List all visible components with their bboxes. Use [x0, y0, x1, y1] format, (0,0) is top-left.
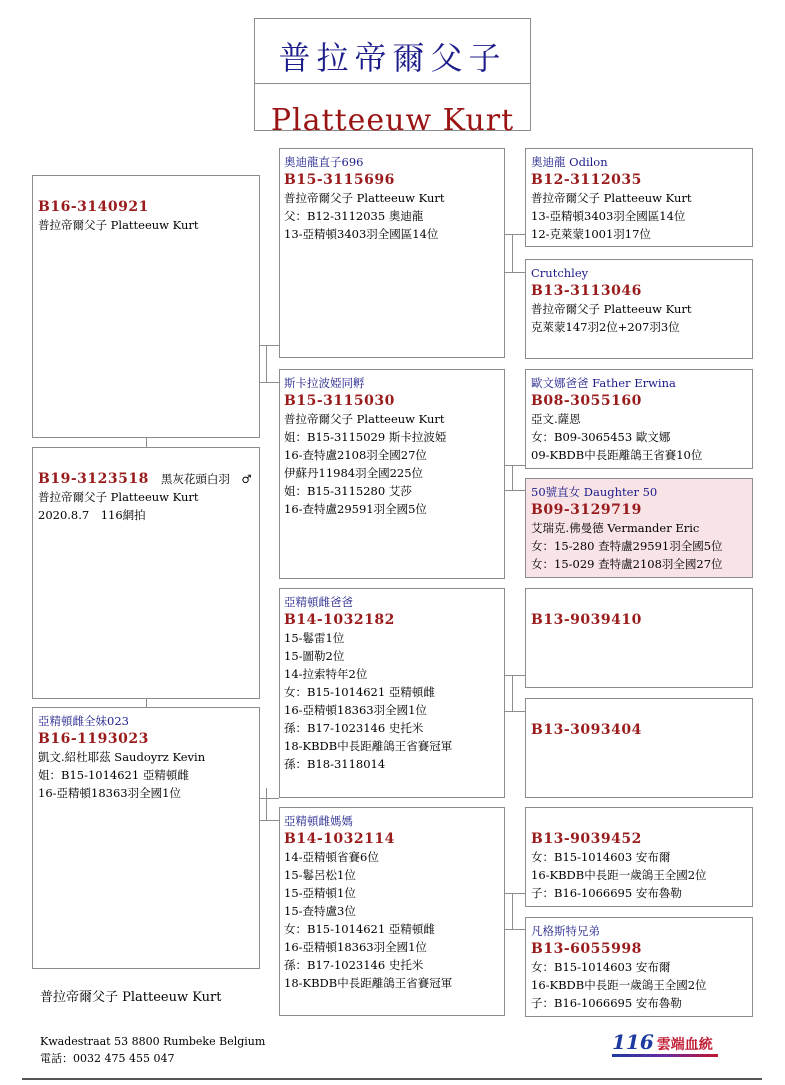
breeder-name: 普拉帝爾父子 Platteeuw Kurt	[40, 990, 222, 1005]
info-line: 18-KBDB中長距離鴿王省賽冠軍	[284, 976, 453, 990]
bird-name: 亞精頓雌全妹023	[38, 714, 129, 728]
subject-ring: B19-3123518	[38, 471, 149, 487]
bird-name: 奧迪龍 Odilon	[531, 155, 608, 169]
site-logo[interactable]	[612, 1030, 713, 1056]
info-line: 女：15-280 查特盧29591羽全國5位	[531, 539, 723, 553]
connector	[260, 798, 279, 799]
info-line: 普拉帝爾父子 Platteeuw Kurt	[38, 490, 199, 504]
info-line: 女：15-029 查特盧2108羽全國27位	[531, 557, 723, 571]
info-line: 普拉帝爾父子 Platteeuw Kurt	[531, 302, 692, 316]
info-line: 16-查特盧29591羽全國5位	[284, 502, 427, 516]
pedigree-card-subject	[32, 447, 260, 699]
page-title-chinese: 普拉帝爾父子	[278, 39, 507, 77]
info-line: 女：B15-1014603 安布爾	[531, 960, 671, 974]
ring-number: B08-3055160	[531, 393, 642, 409]
ring-number: B13-3113046	[531, 283, 642, 299]
info-line: 普拉帝爾父子 Platteeuw Kurt	[284, 191, 445, 205]
connector	[266, 345, 267, 382]
info-line: 09-KBDB中長距離鴿王省賽10位	[531, 448, 703, 462]
pedigree-card-gen3-7	[525, 807, 753, 907]
logo-number: 116	[612, 1030, 654, 1054]
subject-description: 黑灰花頭白羽 ♂	[160, 472, 252, 486]
pedigree-card-gen2-2	[279, 369, 505, 579]
info-line: 普拉帝爾父子 Platteeuw Kurt	[284, 412, 445, 426]
pedigree-card-gen3-6	[525, 698, 753, 798]
info-line: 克萊蒙147羽2位+207羽3位	[531, 320, 680, 334]
info-line: 15-鬈呂松1位	[284, 868, 356, 882]
info-line: 18-KBDB中長距離鴿王省賽冠軍	[284, 739, 453, 753]
address-line: Kwadestraat 53 8800 Rumbeke Belgium	[40, 1035, 266, 1048]
pedigree-card-gen3-5	[525, 588, 753, 688]
connector	[505, 234, 525, 235]
ring-number	[38, 470, 259, 488]
ring-number: B16-3140921	[38, 199, 149, 215]
connector	[505, 929, 525, 930]
connector	[505, 465, 525, 466]
bird-name: 歐文娜爸爸 Father Erwina	[531, 376, 676, 390]
info-line: 女：B15-1014621 亞精頓雌	[284, 685, 435, 699]
info-line: 15-亞精頓1位	[284, 886, 356, 900]
connector	[266, 788, 267, 820]
connector	[512, 893, 513, 929]
info-line: 凱文.紹杜耶茲 Saudoyrz Kevin	[38, 750, 206, 764]
bird-name: 50號直女 Daughter 50	[531, 485, 658, 499]
info-line: 13-亞精頓3403羽全國區14位	[531, 209, 686, 223]
info-line: 孫：B17-1023146 史托米	[284, 721, 424, 735]
phone-line: 電話：0032 475 455 047	[40, 1052, 175, 1065]
ring-number: B14-1032182	[284, 612, 395, 628]
info-line: 普拉帝爾父子 Platteeuw Kurt	[531, 191, 692, 205]
contact-block	[40, 1033, 265, 1067]
ring-number: B14-1032114	[284, 831, 395, 847]
title-divider	[255, 83, 530, 84]
pedigree-card-gen2-1	[279, 148, 505, 358]
info-line: 16-亞精頓18363羽全國1位	[38, 786, 181, 800]
pedigree-card-gen2-3	[279, 588, 505, 798]
info-line: 姐：B15-3115029 斯卡拉波婭	[284, 430, 447, 444]
ring-number: B15-3115696	[284, 172, 395, 188]
info-line: 亞文.薩恩	[531, 412, 581, 426]
ring-number: B12-3112035	[531, 172, 642, 188]
info-line: 孫：B17-1023146 史托米	[284, 958, 424, 972]
ring-number: B13-9039410	[531, 612, 642, 628]
bottom-divider	[22, 1078, 762, 1080]
info-line: 16-亞精頓18363羽全國1位	[284, 940, 427, 954]
info-line: 16-查特盧2108羽全國27位	[284, 448, 427, 462]
connector	[505, 490, 525, 491]
info-line: 子：B16-1066695 安布魯勒	[531, 886, 682, 900]
bird-name: 凡格斯特兄弟	[531, 924, 600, 938]
connector	[512, 675, 513, 711]
pedigree-card-sire	[32, 175, 260, 438]
page-title-english: Platteeuw Kurt	[270, 103, 515, 138]
pedigree-card-gen3-1	[525, 148, 753, 247]
info-line: 女：B15-1014603 安布爾	[531, 850, 671, 864]
pedigree-card-gen2-4	[279, 807, 505, 1016]
connector	[146, 438, 147, 447]
pedigree-card-gen3-4	[525, 478, 753, 578]
ring-number: B13-6055998	[531, 941, 642, 957]
connector	[512, 465, 513, 490]
ring-number: B15-3115030	[284, 393, 395, 409]
logo-underline	[612, 1054, 718, 1057]
info-line: 13-亞精頓3403羽全國區14位	[284, 227, 439, 241]
ring-number: B13-9039452	[531, 831, 642, 847]
info-line: 15-查特盧3位	[284, 904, 356, 918]
ring-number: B09-3129719	[531, 502, 642, 518]
connector	[146, 699, 147, 707]
connector	[505, 711, 525, 712]
info-line: 姐：B15-3115280 艾莎	[284, 484, 412, 498]
info-line: 12-克萊蒙1001羽17位	[531, 227, 651, 241]
info-line: 女：B09-3065453 歐文娜	[531, 430, 671, 444]
pedigree-card-dam	[32, 707, 260, 969]
info-line: 孫：B18-3118014	[284, 757, 386, 771]
bird-name: 亞精頓雌媽媽	[284, 814, 353, 828]
info-line: 15-圖勒2位	[284, 649, 345, 663]
connector	[512, 234, 513, 272]
info-line: 艾瑞克.佛曼德 Vermander Eric	[531, 521, 700, 535]
info-line: 女：B15-1014621 亞精頓雌	[284, 922, 435, 936]
info-line: 父：B12-3112035 奧迪龍	[284, 209, 424, 223]
bird-name: 奧迪龍直子696	[284, 155, 364, 169]
bird-name: Crutchley	[531, 266, 589, 280]
info-line: 15-鬈雷1位	[284, 631, 345, 645]
connector	[260, 382, 279, 383]
pedigree-card-gen3-3	[525, 369, 753, 469]
ring-number: B16-1193023	[38, 731, 149, 747]
pedigree-card-gen3-8	[525, 917, 753, 1017]
info-line: 伊蘇丹11984羽全國225位	[284, 466, 424, 480]
connector	[260, 345, 279, 346]
info-line: 16-亞精頓18363羽全國1位	[284, 703, 427, 717]
pedigree-card-gen3-2	[525, 259, 753, 359]
connector	[505, 272, 525, 273]
info-line: 子：B16-1066695 安布魯勒	[531, 996, 682, 1010]
info-line: 14-拉索特年2位	[284, 667, 368, 681]
info-line: 16-KBDB中長距一歲鴿王全國2位	[531, 978, 707, 992]
connector	[505, 675, 525, 676]
title-box	[254, 18, 531, 138]
ring-number: B13-3093404	[531, 722, 642, 738]
info-line: 2020.8.7 116網拍	[38, 508, 146, 522]
connector	[260, 820, 279, 821]
connector	[505, 893, 525, 894]
bird-name: 亞精頓雌爸爸	[284, 595, 353, 609]
logo-text: 雲端血統	[656, 1037, 713, 1053]
info-line: 14-亞精頓省賽6位	[284, 850, 379, 864]
info-line: 姐：B15-1014621 亞精頓雌	[38, 768, 189, 782]
info-line: 16-KBDB中長距一歲鴿王全國2位	[531, 868, 707, 882]
info-line: 普拉帝爾父子 Platteeuw Kurt	[38, 218, 199, 232]
bird-name: 斯卡拉波婭同孵	[284, 376, 365, 390]
